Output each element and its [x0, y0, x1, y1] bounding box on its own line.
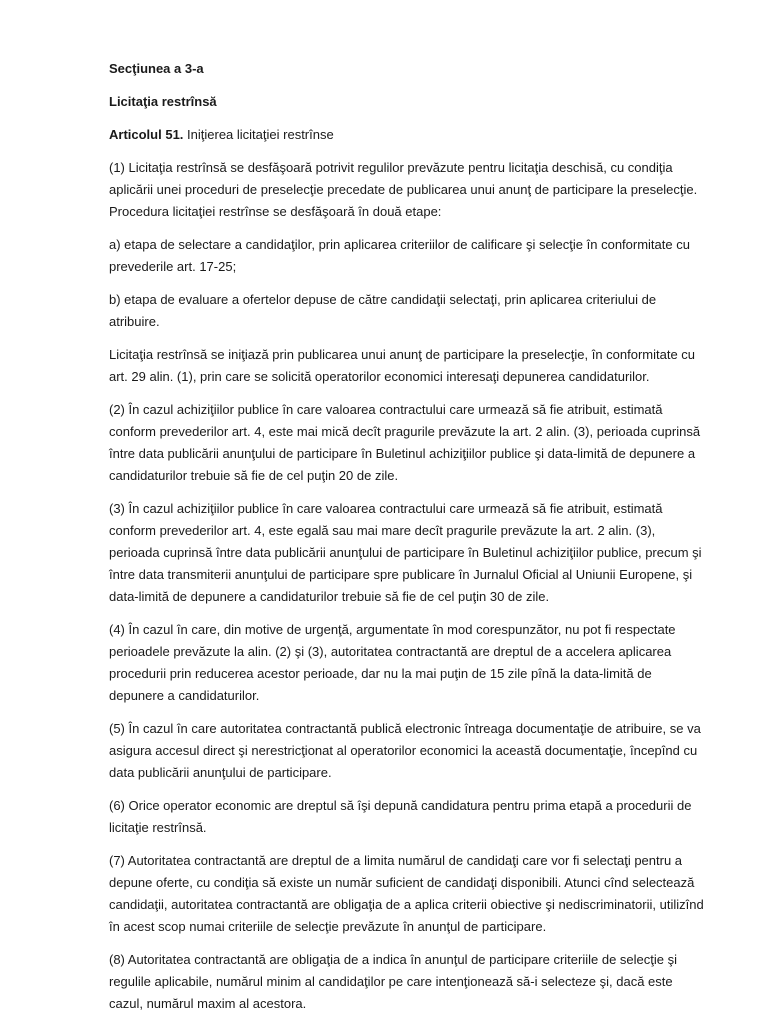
article-number: Articolul 51.	[109, 127, 184, 142]
paragraph-a: a) etapa de selectare a candidaţilor, prin aplicarea criteriilor de calificare şi selecţie în conformitate cu prevederile art. 17-25;	[109, 237, 690, 274]
subsection-heading: Licitaţia restrînsă	[109, 94, 217, 109]
paragraph-6: (6) Orice operator economic are dreptul să îşi depună candidatura pentru prima etapă a procedurii de licitaţie restrînsă.	[109, 798, 692, 835]
paragraph-3: (3) În cazul achiziţiilor publice în care valoarea contractului care urmează să fie atribuit, estimată conform prevederilor art. 4, este egală sau mai mare decît pragurile prevăzute la art. 2 alin. (3), perioada cuprinsă între data publicării anunţului de participare în Buletinul achiziţiilor publice, precum şi între data transmiterii anunţului de participare spre publicare în Jurnalul Oficial al Uniunii Europene, şi data-limită de depunere a candidaturilor trebuie să fie de cel puţin 30 de zile.	[109, 501, 702, 604]
paragraph-b: b) etapa de evaluare a ofertelor depuse de către candidaţii selectaţi, prin aplicarea criteriului de atribuire.	[109, 292, 657, 329]
section-heading: Secţiunea a 3-a	[109, 61, 204, 76]
document-page	[109, 58, 709, 1026]
article-name: Iniţierea licitaţiei restrînse	[183, 127, 334, 142]
paragraph-2: (2) În cazul achiziţiilor publice în care valoarea contractului care urmează să fie atribuit, estimată conform prevederilor art. 4, este mai mică decît pragurile prevăzute la art. 2 alin. (3), perioada cuprinsă între data publicării anunţului de participare în Buletinul achiziţiilor publice şi data-limită de depunere a candidaturilor trebuie să fie de cel puţin 20 de zile.	[109, 402, 701, 483]
paragraph-1: (1) Licitaţia restrînsă se desfăşoară potrivit regulilor prevăzute pentru licitaţia deschisă, cu condiţia aplicării unei proceduri de preselecţie precedate de publicarea unui anunţ de participare la preselecţie. Procedura licitaţiei restrînse se desfăşoară în două etape:	[109, 160, 698, 219]
paragraph-8: (8) Autoritatea contractantă are obligaţia de a indica în anunţul de participare criteriile de selecţie şi regulile aplicabile, numărul minim al candidaţilor pe care intenţionează să-i selecteze şi, dacă este cazul, numărul maxim al acestora.	[109, 952, 677, 1011]
paragraph-5: (5) În cazul în care autoritatea contractantă publică electronic întreaga documentaţie de atribuire, se va asigura accesul direct şi nerestricţionat al operatorilor economici la această documentaţie, începînd cu data publicării anunţului de participare.	[109, 721, 701, 780]
paragraph-7: (7) Autoritatea contractantă are dreptul de a limita numărul de candidaţi care vor fi selectaţi pentru a depune oferte, cu condiţia să existe un număr suficient de candidaţi disponibili. Atunci cînd selectează candidaţii, autoritatea contractantă are obligaţia de a aplica criterii obiective şi nediscriminatorii, utilizînd în acest scop numai criteriile de selecţie prevăzute în anunţul de participare.	[109, 853, 704, 934]
paragraph-4: (4) În cazul în care, din motive de urgenţă, argumentate în mod corespunzător, nu pot fi respectate perioadele prevăzute la alin. (2) şi (3), autoritatea contractantă are dreptul de a accelera aplicarea procedurii prin reducerea acestor perioade, dar nu la mai puţin de 15 zile pînă la data-limită de depunere a candidaturilor.	[109, 622, 676, 703]
paragraph-initiation: Licitaţia restrînsă se iniţiază prin publicarea unui anunţ de participare la preselecţie, în conformitate cu art. 29 alin. (1), prin care se solicită operatorilor economici interesaţi depunerea candidaturilor.	[109, 347, 696, 384]
article-title	[109, 124, 709, 146]
